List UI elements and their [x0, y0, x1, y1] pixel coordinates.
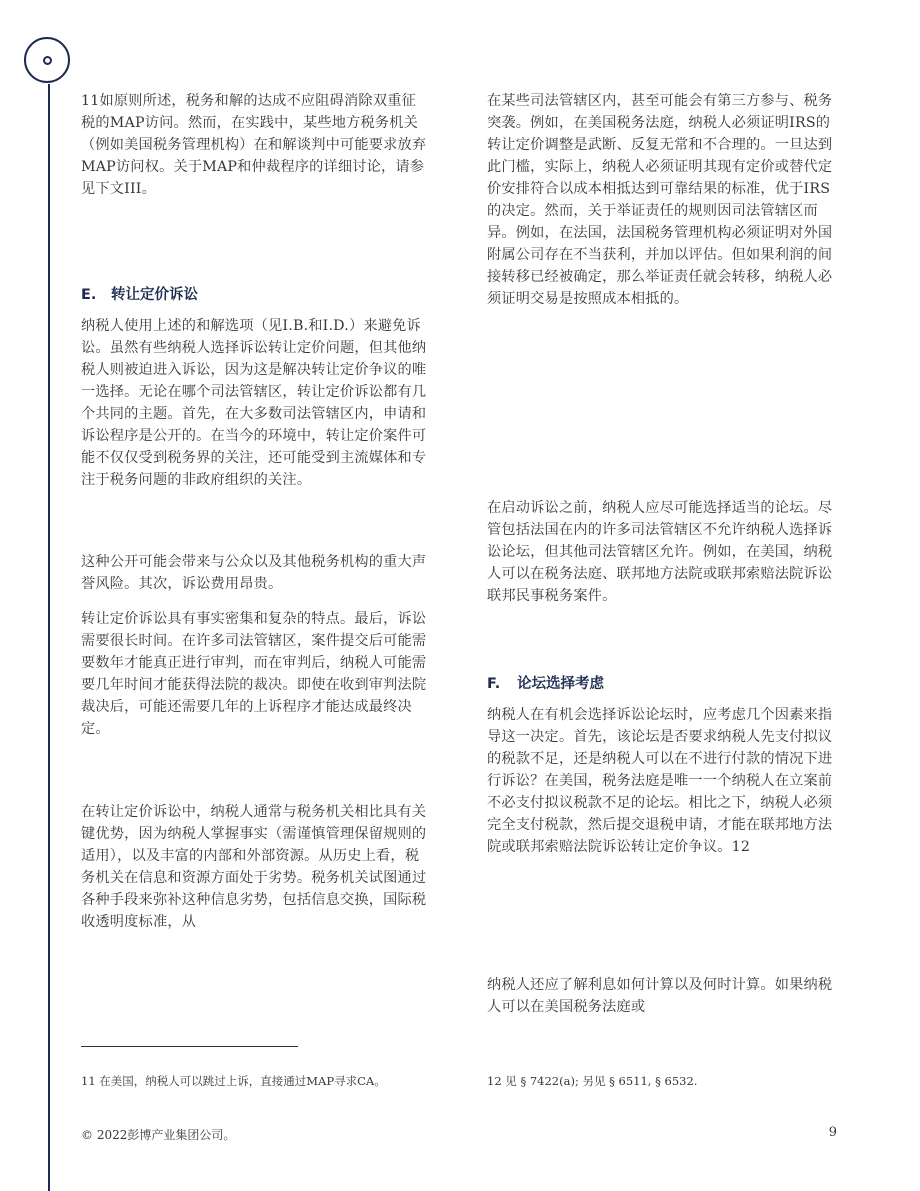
- page-number: 9: [828, 1125, 837, 1140]
- left-paragraph-3: 这种公开可能会带来与公众以及其他税务机构的重大声誉风险。其次，诉讼费用昂贵。: [81, 554, 427, 592]
- footnote-11: 11 在美国，纳税人可以跳过上诉，直接通过MAP寻求CA。: [81, 1074, 386, 1088]
- section-f-heading: [487, 672, 604, 693]
- left-paragraph-2: 纳税人使用上述的和解选项（见I.B.和I.D.）来避免诉讼。虽然有些纳税人选择诉讼转让定价问题，但其他纳税人则被迫进入诉讼，因为这是解决转让定价争议的唯一选择。无论在哪个司法管辖区，转让定价诉讼都有几个共同的主题。首先，在大多数司法管辖区内，申请和诉讼程序是公开的。在当今的环境中，转让定价案件可能不仅仅受到税务界的关注，还可能受到主流媒体和专注于税务问题的非政府组织的关注。: [81, 318, 427, 488]
- section-e-heading: [81, 283, 198, 304]
- right-paragraph-2: 在启动诉讼之前，纳税人应尽可能选择适当的论坛。尽管包括法国在内的许多司法管辖区不允许纳税人选择诉讼论坛，但其他司法管辖区允许。例如，在美国，纳税人可以在税务法庭、联邦地方法院或联邦索赔法院诉讼联邦民事税务案件。: [487, 500, 833, 604]
- left-paragraph-5: 在转让定价诉讼中，纳税人通常与税务机关相比具有关键优势，因为纳税人掌握事实（需谨慎管理保留规则的适用），以及丰富的内部和外部资源。从历史上看，税务机关在信息和资源方面处于劣势。税务机关试图通过各种手段来弥补这种信息劣势，包括信息交换，国际税收透明度标准，从: [81, 804, 427, 930]
- left-paragraph-1: 11如原则所述，税务和解的达成不应阻碍消除双重征税的MAP访问。然而，在实践中，某些地方税务机关（例如美国税务管理机构）在和解谈判中可能要求放弃MAP访问权。关于MAP和仲裁程序的详细讨论，请参见下文III。: [81, 93, 427, 197]
- right-paragraph-1: 在某些司法管辖区内，甚至可能会有第三方参与、税务突袭。例如，在美国税务法庭，纳税人必须证明IRS的转让定价调整是武断、反复无常和不合理的。一旦达到此门槛，实际上，纳税人必须证明其现有定价或替代定价安排符合以成本相抵达到可靠结果的标准，优于IRS的决定。然而，关于举证责任的规则因司法管辖区而异。例如，在法国，法国税务管理机构必须证明对外国附属公司存在不当获利，并加以评估。但如果利润的间接转移已经被确定，那么举证责任就会转移，纳税人必须证明交易是按照成本相抵的。: [487, 93, 833, 307]
- footnote-12: 12 见 § 7422(a); 另见 § 6511, § 6532.: [487, 1074, 698, 1088]
- right-paragraph-3: 纳税人在有机会选择诉讼论坛时，应考虑几个因素来指导这一决定。首先，该论坛是否要求纳税人先支付拟议的税款不足，还是纳税人可以在不进行付款的情况下进行诉讼？在美国，税务法庭是唯一一个纳税人在立案前不必支付拟议税款不足的论坛。相比之下，纳税人必须完全支付税款，然后提交退税申请，才能在联邦地方法院或联邦索赔法院诉讼转让定价争议。12: [487, 707, 833, 855]
- left-paragraph-4: 转让定价诉讼具有事实密集和复杂的特点。最后，诉讼需要很长时间。在许多司法管辖区，案件提交后可能需要数年才能真正进行审判，而在审判后，纳税人可能需要几年时间才能获得法院的裁决。即使在收到审判法院裁决后，可能还需要几年的上诉程序才能达成最终决定。: [81, 611, 427, 737]
- copyright-text: © 2022彭博产业集团公司。: [81, 1128, 236, 1142]
- section-e-title: 转让定价诉讼: [111, 287, 198, 303]
- section-f-title: 论坛选择考虑: [517, 676, 604, 692]
- page-marker-icon: [24, 37, 70, 83]
- margin-line: [48, 84, 50, 1191]
- right-paragraph-4: 纳税人还应了解利息如何计算以及何时计算。如果纳税人可以在美国税务法庭或: [487, 977, 833, 1015]
- section-e-letter: E.: [81, 287, 97, 303]
- section-f-letter: F.: [487, 676, 501, 692]
- footnote-divider: [81, 1046, 298, 1047]
